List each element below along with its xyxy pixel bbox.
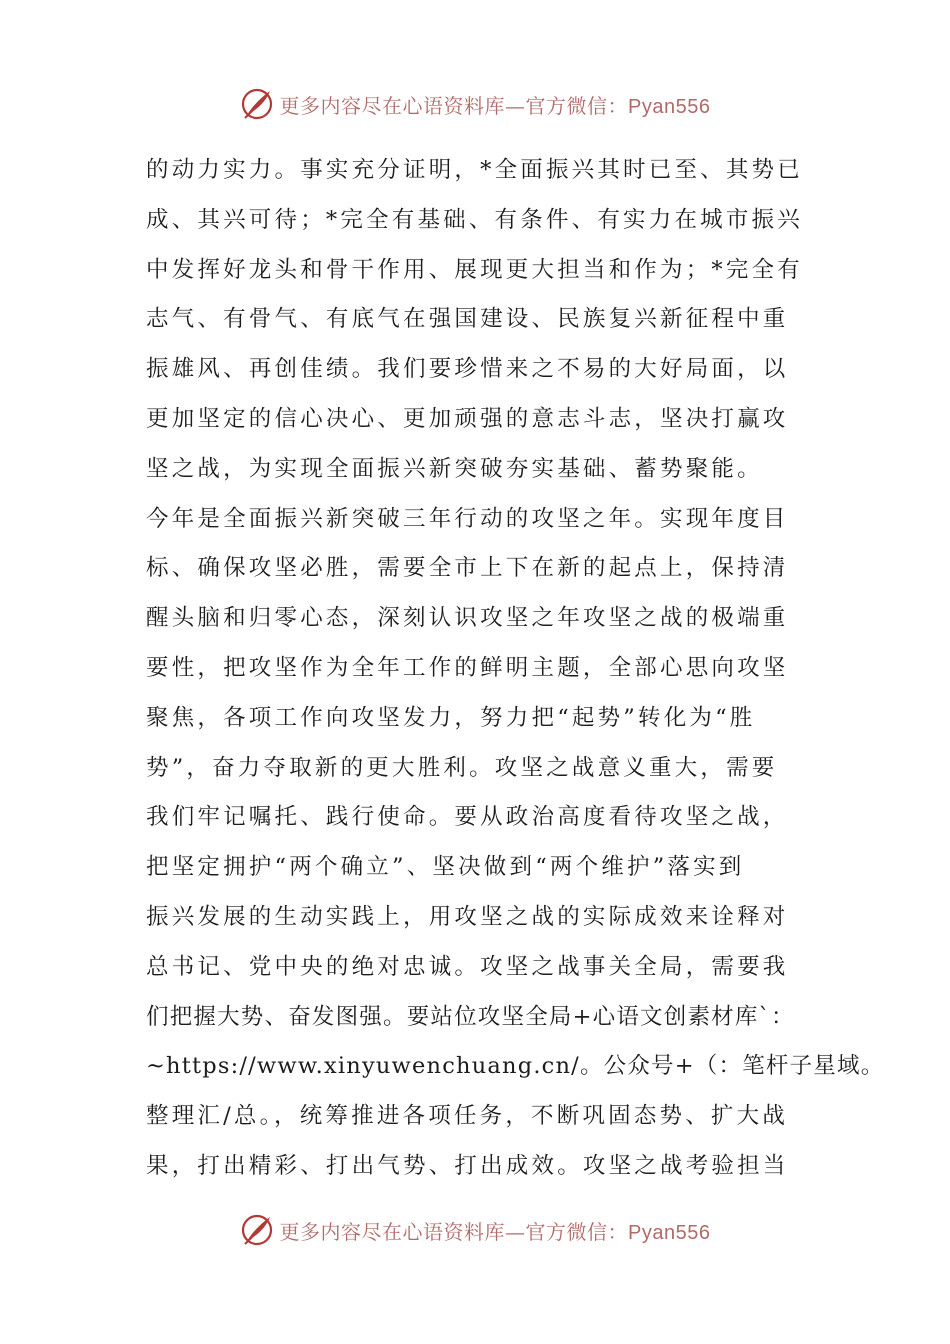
text-line: 把坚定拥护“两个确立”、坚决做到“两个维护”落实到 [146, 854, 745, 881]
text-line: 聚焦，各项工作向攻坚发力，努力把“起势”转化为“胜 [146, 704, 756, 731]
header-text: 更多内容尽在心语资料库—官方微信：Pyan556 [279, 93, 711, 118]
footer-text: 更多内容尽在心语资料库—官方微信：Pyan556 [279, 1219, 711, 1244]
text-line: 要性，把攻坚作为全年工作的鲜明主题，全部心思向攻坚 [146, 654, 789, 681]
text-line: 志气、有骨气、有底气在强国建设、民族复兴新征程中重 [146, 306, 789, 333]
text-line: 今年是全面振兴新突破三年行动的攻坚之年。实现年度目 [146, 505, 789, 532]
header-banner [0, 84, 950, 124]
text-line: 总书记、党中央的绝对忠诚。攻坚之战事关全局，需要我 [146, 953, 789, 980]
text-line: ~https://www.xinyuwenchuang.cn/。公众号+（：笔杆子星域。 [146, 1053, 885, 1080]
text-line: 中发挥好龙头和骨干作用、展现更大担当和作为；*完全有 [146, 256, 803, 283]
text-line: 更加坚定的信心决心、更加顽强的意志斗志，坚决打赢攻 [146, 405, 789, 432]
text-line: 坚之战，为实现全面振兴新突破夯实基础、蓄势聚能。 [146, 455, 763, 482]
text-line: 醒头脑和归零心态，深刻认识攻坚之年攻坚之战的极端重 [146, 605, 789, 632]
text-line: 果，打出精彩、打出气势、打出成效。攻坚之战考验担当 [146, 1152, 789, 1179]
text-line: 我们牢记嘱托、践行使命。要从政治高度看待攻坚之战， [146, 804, 789, 831]
text-line: 标、确保攻坚必胜，需要全市上下在新的起点上，保持清 [146, 555, 789, 582]
text-line: 振兴发展的生动实践上，用攻坚之战的实际成效来诠释对 [146, 903, 789, 930]
document-body [146, 146, 885, 1192]
text-line: 的动力实力。事实充分证明，*全面振兴其时已至、其势已 [146, 157, 803, 183]
text-line: 成、其兴可待；*完全有基础、有条件、有实力在城市振兴 [146, 206, 803, 233]
text-line: 势”，奋力夺取新的更大胜利。攻坚之战意义重大，需要 [146, 754, 778, 781]
quill-pen-logo [240, 1213, 274, 1247]
text-line: 们把握大势、奋发图强。要站位攻坚全局+心语文创素材库`： [146, 1003, 795, 1030]
text-line: 整理汇/总。，统筹推进各项任务，不断巩固态势、扩大战 [146, 1103, 789, 1130]
quill-pen-logo [240, 87, 274, 121]
text-line: 振雄风、再创佳绩。我们要珍惜来之不易的大好局面，以 [146, 356, 789, 383]
footer-banner [0, 1210, 950, 1250]
